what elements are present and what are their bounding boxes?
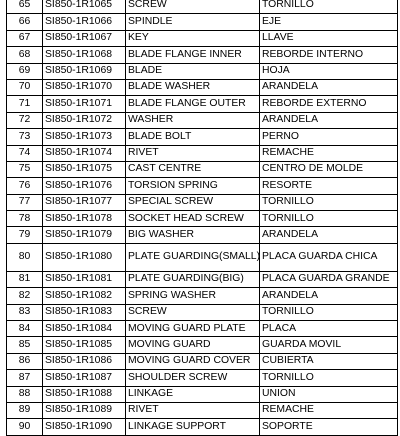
part-code: SI850-1R1079 bbox=[43, 227, 126, 243]
part-code: SI850-1R1065 bbox=[43, 0, 126, 14]
part-code: SI850-1R1067 bbox=[43, 30, 126, 46]
part-name-english: SCREW bbox=[126, 304, 260, 320]
part-code: SI850-1R1086 bbox=[43, 353, 126, 369]
part-name-spanish: UNION bbox=[260, 386, 398, 402]
part-code: SI850-1R1075 bbox=[43, 161, 126, 177]
part-name-english: RIVET bbox=[126, 402, 260, 418]
table-row bbox=[7, 112, 398, 128]
item-number: 90 bbox=[7, 419, 43, 435]
item-number: 68 bbox=[7, 47, 43, 63]
part-name-english: SPINDLE bbox=[126, 14, 260, 30]
part-code: SI850-1R1076 bbox=[43, 178, 126, 194]
part-name-english: MOVING GUARD PLATE bbox=[126, 321, 260, 337]
part-code: SI850-1R1081 bbox=[43, 271, 126, 287]
part-code: SI850-1R1072 bbox=[43, 112, 126, 128]
part-name-spanish: ARANDELA bbox=[260, 79, 398, 95]
table-row bbox=[7, 402, 398, 418]
table-row bbox=[7, 47, 398, 63]
part-name-english: PLATE GUARDING(BIG) bbox=[126, 271, 260, 287]
table-row bbox=[7, 386, 398, 402]
table-row bbox=[7, 14, 398, 30]
part-name-english: SPRING WASHER bbox=[126, 288, 260, 304]
item-number: 77 bbox=[7, 194, 43, 210]
item-number: 81 bbox=[7, 271, 43, 287]
part-code: SI850-1R1074 bbox=[43, 145, 126, 161]
table-row bbox=[7, 321, 398, 337]
part-code: SI850-1R1077 bbox=[43, 194, 126, 210]
parts-table-body bbox=[7, 0, 398, 435]
table-row bbox=[7, 227, 398, 243]
part-name-spanish: TORNILLO bbox=[260, 194, 398, 210]
table-row bbox=[7, 63, 398, 79]
table-row bbox=[7, 30, 398, 46]
part-code: SI850-1R1070 bbox=[43, 79, 126, 95]
item-number: 66 bbox=[7, 14, 43, 30]
part-name-english: RIVET bbox=[126, 145, 260, 161]
table-row bbox=[7, 0, 398, 14]
item-number: 83 bbox=[7, 304, 43, 320]
part-code: SI850-1R1078 bbox=[43, 211, 126, 227]
part-name-english: CAST CENTRE bbox=[126, 161, 260, 177]
part-code: SI850-1R1082 bbox=[43, 288, 126, 304]
table-row bbox=[7, 194, 398, 210]
part-name-spanish: REBORDE INTERNO bbox=[260, 47, 398, 63]
part-code: SI850-1R1089 bbox=[43, 402, 126, 418]
part-name-spanish: CUBIERTA bbox=[260, 353, 398, 369]
part-name-spanish: TORNILLO bbox=[260, 370, 398, 386]
part-name-spanish: RESORTE bbox=[260, 178, 398, 194]
part-code: SI850-1R1083 bbox=[43, 304, 126, 320]
item-number: 70 bbox=[7, 79, 43, 95]
part-code: SI850-1R1071 bbox=[43, 96, 126, 112]
part-name-spanish: PERNO bbox=[260, 129, 398, 145]
item-number: 87 bbox=[7, 370, 43, 386]
item-number: 71 bbox=[7, 96, 43, 112]
table-row bbox=[7, 271, 398, 287]
part-code: SI850-1R1088 bbox=[43, 386, 126, 402]
item-number: 67 bbox=[7, 30, 43, 46]
part-name-spanish: GUARDA MOVIL bbox=[260, 337, 398, 353]
part-code: SI850-1R1090 bbox=[43, 419, 126, 435]
table-row bbox=[7, 161, 398, 177]
item-number: 73 bbox=[7, 129, 43, 145]
part-name-english: BLADE bbox=[126, 63, 260, 79]
part-name-english: LINKAGE SUPPORT bbox=[126, 419, 260, 435]
table-row bbox=[7, 243, 398, 271]
part-name-spanish: SOPORTE bbox=[260, 419, 398, 435]
item-number: 79 bbox=[7, 227, 43, 243]
part-name-english: LINKAGE bbox=[126, 386, 260, 402]
part-name-english: SHOULDER SCREW bbox=[126, 370, 260, 386]
part-name-spanish: ARANDELA bbox=[260, 112, 398, 128]
part-code: SI850-1R1084 bbox=[43, 321, 126, 337]
part-name-english: BIG WASHER bbox=[126, 227, 260, 243]
part-name-english: BLADE FLANGE INNER bbox=[126, 47, 260, 63]
item-number: 85 bbox=[7, 337, 43, 353]
part-name-spanish: EJE bbox=[260, 14, 398, 30]
part-name-english: BLADE BOLT bbox=[126, 129, 260, 145]
part-name-english: KEY bbox=[126, 30, 260, 46]
part-code: SI850-1R1080 bbox=[43, 243, 126, 271]
part-code: SI850-1R1066 bbox=[43, 14, 126, 30]
part-name-spanish: HOJA bbox=[260, 63, 398, 79]
table-row bbox=[7, 178, 398, 194]
item-number: 78 bbox=[7, 211, 43, 227]
part-name-spanish: CENTRO DE MOLDE bbox=[260, 161, 398, 177]
part-name-spanish: TORNILLO bbox=[260, 0, 398, 14]
part-code: SI850-1R1087 bbox=[43, 370, 126, 386]
part-name-english: MOVING GUARD COVER bbox=[126, 353, 260, 369]
table-row bbox=[7, 79, 398, 95]
table-row bbox=[7, 211, 398, 227]
parts-table bbox=[6, 0, 398, 436]
table-row bbox=[7, 370, 398, 386]
part-name-english: BLADE WASHER bbox=[126, 79, 260, 95]
item-number: 84 bbox=[7, 321, 43, 337]
part-name-english: SOCKET HEAD SCREW bbox=[126, 211, 260, 227]
item-number: 72 bbox=[7, 112, 43, 128]
table-row bbox=[7, 337, 398, 353]
part-name-english: SCREW bbox=[126, 0, 260, 14]
item-number: 82 bbox=[7, 288, 43, 304]
item-number: 75 bbox=[7, 161, 43, 177]
item-number: 74 bbox=[7, 145, 43, 161]
part-name-english: SPECIAL SCREW bbox=[126, 194, 260, 210]
part-code: SI850-1R1085 bbox=[43, 337, 126, 353]
table-row bbox=[7, 288, 398, 304]
table-row bbox=[7, 304, 398, 320]
part-name-spanish: TORNILLO bbox=[260, 211, 398, 227]
part-name-spanish: ARANDELA bbox=[260, 227, 398, 243]
table-row bbox=[7, 353, 398, 369]
part-name-spanish: LLAVE bbox=[260, 30, 398, 46]
part-name-spanish: PLACA GUARDA CHICA bbox=[260, 243, 398, 271]
part-name-spanish: PLACA bbox=[260, 321, 398, 337]
part-code: SI850-1R1073 bbox=[43, 129, 126, 145]
item-number: 88 bbox=[7, 386, 43, 402]
item-number: 76 bbox=[7, 178, 43, 194]
part-name-spanish: ARANDELA bbox=[260, 288, 398, 304]
part-code: SI850-1R1068 bbox=[43, 47, 126, 63]
part-name-english: BLADE FLANGE OUTER bbox=[126, 96, 260, 112]
part-name-spanish: REBORDE EXTERNO bbox=[260, 96, 398, 112]
part-name-english: TORSION SPRING bbox=[126, 178, 260, 194]
table-row bbox=[7, 129, 398, 145]
part-name-spanish: REMACHE bbox=[260, 402, 398, 418]
part-name-english: PLATE GUARDING(SMALL) bbox=[126, 243, 260, 271]
item-number: 80 bbox=[7, 243, 43, 271]
part-name-english: WASHER bbox=[126, 112, 260, 128]
part-name-spanish: REMACHE bbox=[260, 145, 398, 161]
table-row bbox=[7, 96, 398, 112]
part-name-spanish: TORNILLO bbox=[260, 304, 398, 320]
item-number: 69 bbox=[7, 63, 43, 79]
part-name-english: MOVING GUARD bbox=[126, 337, 260, 353]
item-number: 65 bbox=[7, 0, 43, 14]
table-row bbox=[7, 419, 398, 435]
item-number: 86 bbox=[7, 353, 43, 369]
part-code: SI850-1R1069 bbox=[43, 63, 126, 79]
table-row bbox=[7, 145, 398, 161]
part-name-spanish: PLACA GUARDA GRANDE bbox=[260, 271, 398, 287]
item-number: 89 bbox=[7, 402, 43, 418]
